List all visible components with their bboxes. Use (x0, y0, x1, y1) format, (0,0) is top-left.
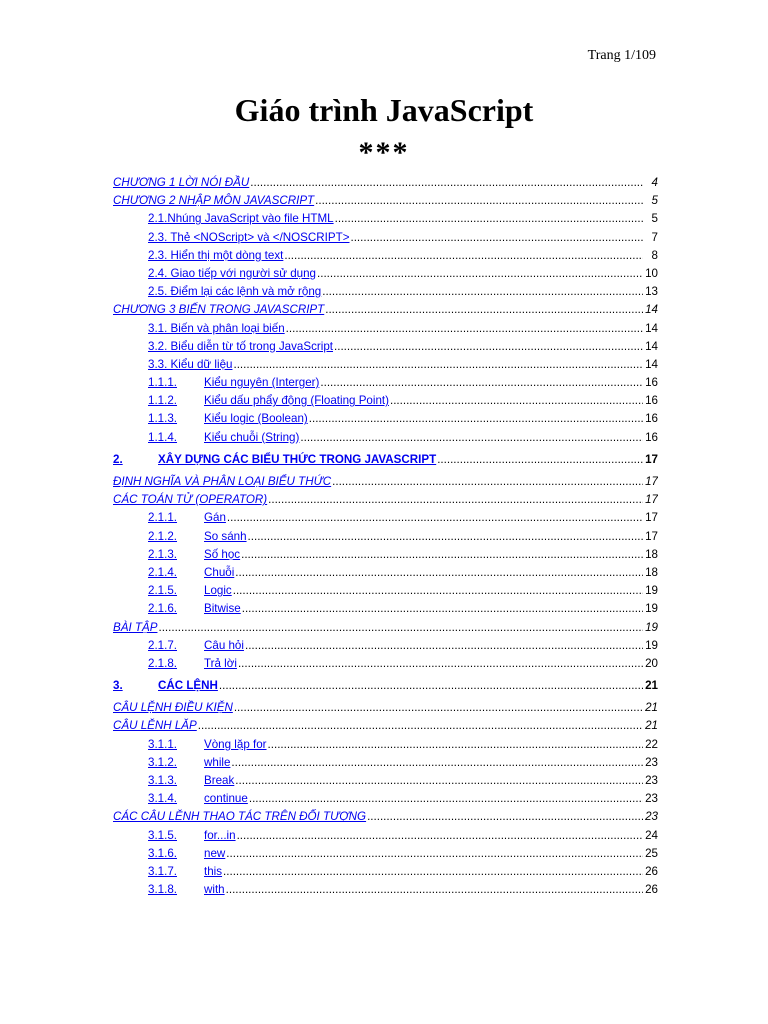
toc-entry[interactable] (113, 429, 658, 447)
toc-entry[interactable] (113, 736, 658, 754)
toc-entry-page: 14 (645, 357, 658, 371)
toc-entry-link[interactable]: this (204, 864, 223, 878)
toc-entry-link[interactable]: 2.3. Hiển thị một dòng text (148, 248, 284, 262)
page-number: Trang 1/109 (587, 48, 656, 63)
dot-leader (237, 827, 643, 845)
toc-entry[interactable] (113, 210, 658, 228)
toc-entry-page: 13 (645, 285, 658, 299)
toc-entry-link[interactable]: 3.1. Biến và phân loại biến (148, 321, 285, 335)
dot-leader (309, 410, 643, 428)
toc-entry-link[interactable]: 2.3. Thẻ <NOScript> và </NOSCRIPT> (148, 230, 350, 244)
toc-entry-page: 19 (645, 584, 658, 598)
toc-entry[interactable] (113, 528, 658, 546)
toc-entry-link[interactable]: Vòng lặp for (204, 737, 267, 751)
toc-entry-number[interactable]: 2.1.3. (148, 547, 178, 561)
toc-entry-page: 8 (651, 248, 658, 262)
toc-entry-page: 4 (651, 176, 658, 189)
toc-entry[interactable] (113, 600, 658, 618)
toc-entry-page: 14 (645, 339, 658, 353)
toc-entry[interactable] (113, 283, 658, 301)
toc-entry-link[interactable]: Chuỗi (204, 565, 235, 579)
toc-entry-link[interactable]: Số học (204, 547, 241, 561)
toc-entry-page: 23 (645, 774, 658, 787)
toc-entry-number[interactable]: 3.1.1. (148, 737, 178, 751)
toc-entry-number[interactable]: 3.1.5. (148, 828, 178, 842)
toc-entry-link[interactable]: 3.2. Biểu diễn từ tố trong JavaScript (148, 339, 333, 353)
dot-leader (315, 192, 643, 210)
toc-entry-number[interactable]: 3.1.2. (148, 755, 178, 769)
toc-entry[interactable] (113, 247, 658, 265)
toc-entry-page: 10 (645, 266, 658, 280)
dot-leader (227, 509, 643, 527)
toc-entry-number[interactable]: 3.1.4. (148, 792, 178, 806)
toc-entry-number[interactable]: 2. (113, 452, 123, 466)
dot-leader (286, 320, 643, 338)
toc-entry[interactable] (113, 772, 658, 790)
toc-entry-page: 21 (645, 701, 658, 715)
toc-entry-link[interactable]: Câu hỏi (204, 638, 244, 652)
toc-entry-link[interactable]: Break (204, 774, 235, 787)
toc-entry[interactable] (113, 808, 658, 826)
toc-entry[interactable] (113, 677, 658, 695)
toc-entry[interactable] (113, 790, 658, 808)
dot-leader (334, 338, 643, 356)
toc-entry-link[interactable]: CÂU LỆNH ĐIỀU KIỆN (113, 701, 233, 715)
toc-entry[interactable] (113, 192, 658, 210)
toc-entry-link[interactable]: CHƯƠNG 2 NHẬP MÔN JAVASCRIPT (113, 194, 315, 208)
toc-entry-link[interactable]: with (204, 883, 225, 897)
dot-leader (320, 374, 643, 392)
toc-entry-page: 16 (645, 430, 658, 444)
toc-entry-link[interactable]: CHƯƠNG 3 BIẾN TRONG JAVASCRIPT (113, 303, 325, 317)
toc-entry-link[interactable]: continue (204, 792, 248, 806)
toc-entry-page: 17 (645, 475, 658, 488)
title-ornament: *** (358, 136, 410, 169)
toc-entry-link[interactable]: CÁC CÂU LỆNH THAO TÁC TRÊN ĐỐI TƯỢNG (113, 810, 367, 824)
toc-entry-link[interactable]: while (204, 755, 231, 769)
toc-entry-page: 17 (645, 452, 658, 466)
toc-entry-link[interactable]: Bitwise (204, 602, 241, 616)
toc-entry-page: 17 (645, 529, 658, 543)
toc-entry-link[interactable]: 2.4. Giao tiếp với người sử dụng (148, 266, 317, 280)
toc-entry-link[interactable]: Trả lời (204, 656, 237, 670)
dot-leader (390, 392, 643, 410)
toc-entry-link[interactable]: Logic (204, 584, 232, 598)
toc-entry-page: 20 (645, 656, 658, 670)
toc-entry[interactable] (113, 619, 658, 637)
toc-entry-link[interactable]: new (204, 846, 226, 860)
toc-entry[interactable] (113, 564, 658, 582)
toc-entry-link[interactable]: Kiểu logic (Boolean) (204, 412, 308, 426)
dot-leader (325, 301, 643, 319)
toc-entry-link[interactable]: ĐỊNH NGHĨA VÀ PHÂN LOẠI BIỂU THỨC (113, 475, 332, 488)
toc-entry-page: 17 (645, 511, 658, 525)
toc-entry-page: 14 (645, 321, 658, 335)
dot-leader (367, 808, 643, 826)
toc-entry[interactable] (113, 863, 658, 881)
toc-entry[interactable] (113, 356, 658, 374)
toc-entry-page: 18 (645, 565, 658, 579)
dot-leader (235, 564, 643, 582)
dot-leader (233, 356, 643, 374)
toc-entry-page: 22 (645, 737, 658, 751)
dot-leader (198, 717, 643, 735)
toc-entry[interactable] (113, 717, 658, 735)
toc-entry-number[interactable]: 1.1.1. (148, 376, 178, 390)
toc-entry-link[interactable]: So sánh (204, 529, 247, 543)
toc-entry-number[interactable]: 2.1.8. (148, 656, 178, 670)
dot-leader (235, 772, 643, 790)
toc-entry[interactable] (113, 320, 658, 338)
toc-entry[interactable] (113, 374, 658, 392)
toc-entry[interactable] (113, 473, 658, 491)
toc-entry-link[interactable]: Gán (204, 511, 226, 525)
toc-entry[interactable] (113, 229, 658, 247)
toc-entry-link[interactable]: CÁC LỆNH (158, 679, 218, 693)
toc-entry-number[interactable]: 3.1.7. (148, 864, 178, 878)
toc-entry[interactable] (113, 546, 658, 564)
document-title: Giáo trình JavaScript (234, 92, 534, 128)
dot-leader (238, 655, 643, 673)
toc-entry[interactable] (113, 491, 658, 509)
toc-entry[interactable] (113, 338, 658, 356)
toc-entry-page: 17 (645, 493, 658, 507)
toc-entry-page: 14 (645, 303, 658, 317)
toc-entry-number[interactable]: 2.1.4. (148, 565, 178, 579)
toc-entry-link[interactable]: CHƯƠNG 1 LỜI NÓI ĐẦU (113, 176, 250, 189)
dot-leader (322, 283, 643, 301)
toc-entry-number[interactable]: 2.1.7. (148, 638, 178, 652)
toc-entry-link[interactable]: for...in (204, 828, 236, 842)
dot-leader (223, 863, 643, 881)
toc-entry-number[interactable]: 2.1.6. (148, 602, 178, 616)
toc-entry[interactable] (113, 174, 658, 192)
dot-leader (158, 619, 643, 637)
dot-leader (248, 528, 643, 546)
toc-entry-number[interactable]: 2.1.5. (148, 584, 178, 598)
dot-leader (332, 473, 643, 491)
toc-entry[interactable] (113, 637, 658, 655)
toc-entry-number[interactable]: 1.1.2. (148, 394, 178, 408)
toc-entry-link[interactable]: Kiểu chuỗi (String) (204, 430, 300, 444)
toc-entry[interactable] (113, 582, 658, 600)
toc-entry-link[interactable]: 2.1.Nhúng JavaScript vào file HTML (148, 212, 334, 226)
toc-entry-page: 26 (645, 883, 658, 897)
dot-leader (317, 265, 643, 283)
toc-entry[interactable] (113, 881, 658, 899)
table-of-contents (113, 174, 658, 899)
toc-entry-number[interactable]: 3.1.3. (148, 774, 178, 787)
toc-entry-page: 16 (645, 412, 658, 426)
toc-entry-number[interactable]: 3. (113, 679, 123, 693)
toc-entry-link[interactable]: BÀI TẬP (113, 620, 158, 634)
dot-leader (241, 546, 643, 564)
toc-entry-page: 16 (645, 394, 658, 408)
toc-entry-link[interactable]: Kiểu dấu phẩy động (Floating Point) (204, 394, 389, 408)
toc-entry-link[interactable]: Kiểu nguyên (Interger) (204, 376, 320, 390)
toc-entry-number[interactable]: 3.1.6. (148, 846, 178, 860)
toc-entry[interactable] (113, 301, 658, 319)
toc-entry[interactable] (113, 451, 658, 469)
toc-entry-page: 19 (645, 602, 658, 616)
toc-entry-number[interactable]: 2.1.1. (148, 511, 178, 525)
toc-entry-page: 23 (645, 792, 658, 806)
dot-leader (300, 429, 643, 447)
toc-entry-page: 5 (651, 194, 658, 208)
dot-leader (245, 637, 643, 655)
dot-leader (234, 699, 643, 717)
toc-entry-link[interactable]: CÁC TOÁN TỬ (OPERATOR) (113, 493, 268, 507)
toc-entry-page: 19 (645, 620, 658, 634)
toc-entry-page: 25 (645, 846, 658, 860)
toc-entry-page: 21 (645, 719, 658, 733)
toc-entry[interactable] (113, 699, 658, 717)
toc-entry[interactable] (113, 265, 658, 283)
toc-entry-link[interactable]: 3.3. Kiểu dữ liệu (148, 357, 233, 371)
toc-entry-page: 23 (645, 755, 658, 769)
toc-entry-number[interactable]: 1.1.3. (148, 412, 178, 426)
toc-entry-page: 24 (645, 828, 658, 842)
toc-entry[interactable] (113, 392, 658, 410)
dot-leader (219, 677, 643, 695)
dot-leader (268, 736, 643, 754)
dot-leader (233, 582, 643, 600)
toc-entry[interactable] (113, 509, 658, 527)
dot-leader (268, 491, 643, 509)
dot-leader (226, 881, 643, 899)
dot-leader (250, 174, 643, 192)
toc-entry[interactable] (113, 410, 658, 428)
toc-entry-number[interactable]: 1.1.4. (148, 430, 178, 444)
dot-leader (231, 754, 643, 772)
toc-entry[interactable] (113, 655, 658, 673)
dot-leader (242, 600, 643, 618)
dot-leader (350, 229, 643, 247)
toc-entry-page: 16 (645, 376, 658, 390)
toc-entry-number[interactable]: 2.1.2. (148, 529, 178, 543)
dot-leader (284, 247, 643, 265)
toc-entry-page: 21 (645, 679, 658, 693)
dot-leader (249, 790, 643, 808)
toc-entry-page: 7 (651, 230, 658, 244)
toc-entry-page: 26 (645, 864, 658, 878)
toc-entry-link[interactable]: XÂY DỰNG CÁC BIỂU THỨC TRONG JAVASCRIPT (158, 452, 437, 466)
toc-entry[interactable] (113, 827, 658, 845)
toc-entry-number[interactable]: 3.1.8. (148, 883, 178, 897)
toc-entry-link[interactable]: CÂU LỆNH LẶP (113, 719, 197, 733)
toc-entry-page: 5 (651, 212, 658, 226)
toc-entry-link[interactable]: 2.5. Điểm lại các lệnh và mở rộng (148, 285, 322, 299)
toc-entry-page: 18 (645, 547, 658, 561)
toc-entry[interactable] (113, 845, 658, 863)
toc-entry[interactable] (113, 754, 658, 772)
dot-leader (437, 451, 643, 469)
toc-entry-page: 23 (645, 810, 658, 824)
toc-entry-page: 19 (645, 638, 658, 652)
dot-leader (335, 210, 643, 228)
dot-leader (226, 845, 643, 863)
